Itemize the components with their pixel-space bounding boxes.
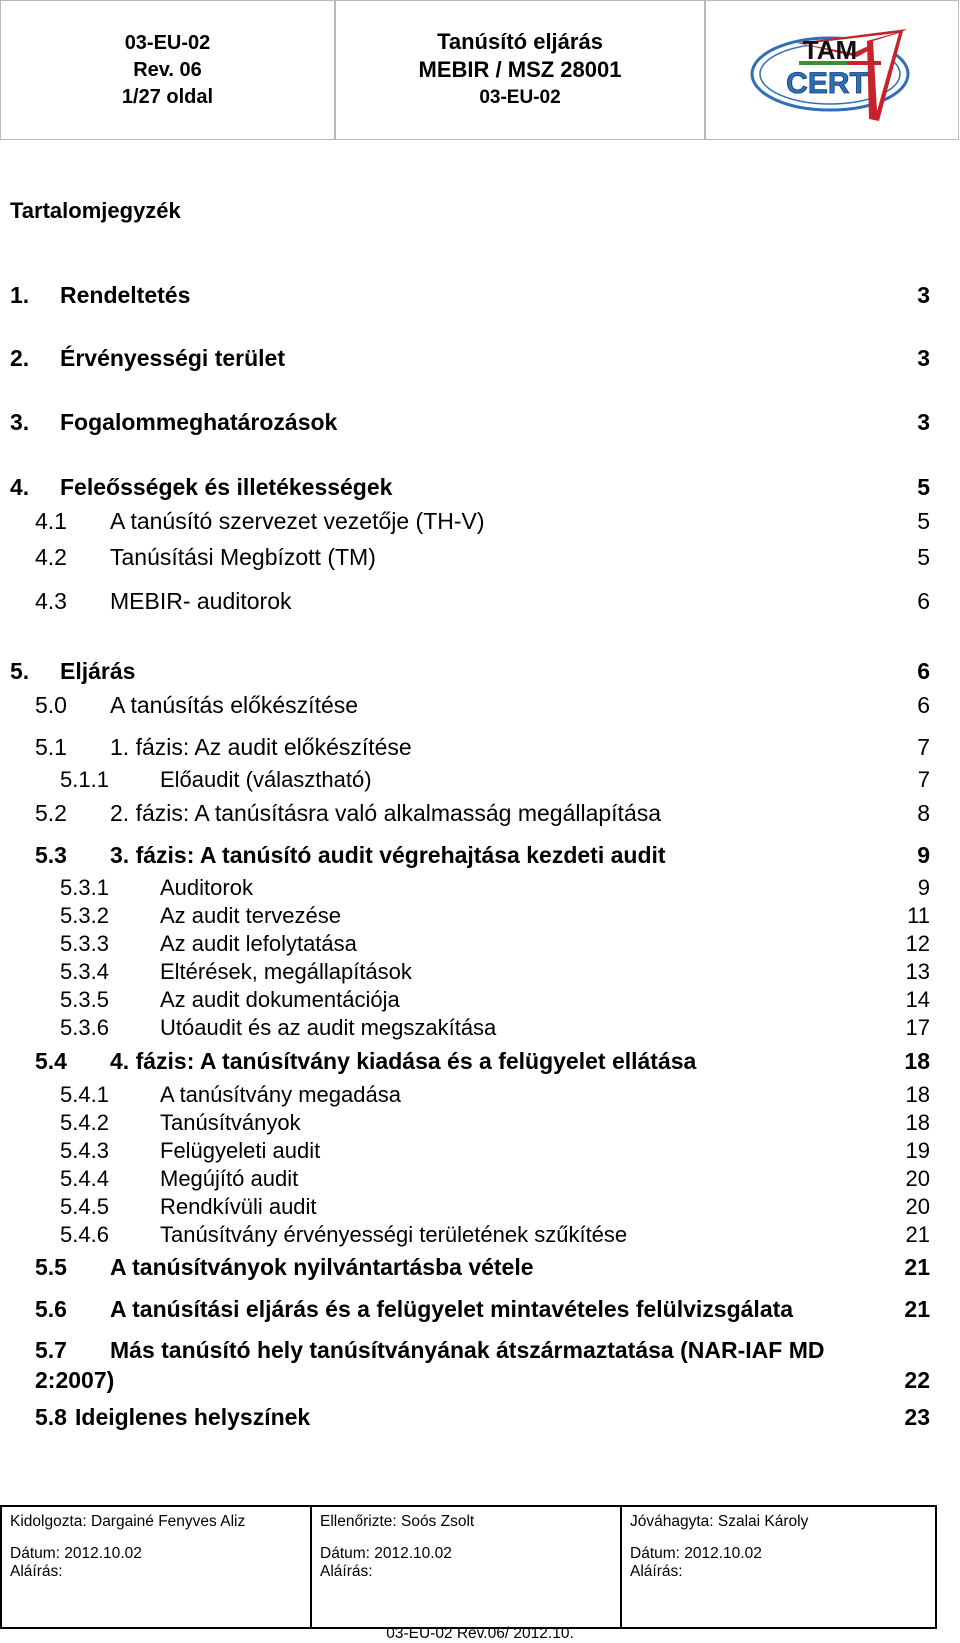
toc-page: 9	[917, 875, 930, 900]
toc-entry-5-8[interactable]	[10, 1404, 930, 1434]
checked-cell	[312, 1507, 622, 1627]
toc-page: 6	[917, 692, 930, 718]
toc-num: 2.	[10, 345, 30, 371]
toc-page: 21	[905, 1222, 930, 1247]
approved-signature-label: Aláírás:	[630, 1563, 683, 1580]
toc-page: 18	[905, 1082, 930, 1107]
toc-entry-5-3[interactable]	[10, 842, 930, 872]
toc-entry-5-5[interactable]	[10, 1254, 930, 1284]
toc-text: A tanúsító szervezet vezetője (TH-V)	[110, 508, 485, 534]
toc-text: Tanúsítási Megbízott (TM)	[110, 544, 376, 570]
toc-page: 6	[917, 588, 930, 614]
approved-cell	[622, 1507, 935, 1627]
toc-num: 1.	[10, 282, 30, 308]
toc-text: Fogalommeghatározások	[60, 409, 338, 435]
checked-signature-label: Aláírás:	[320, 1563, 373, 1580]
checked-by: Ellenőrizte: Soós Zsolt	[320, 1513, 475, 1530]
toc-entry-5-3-1[interactable]	[10, 875, 930, 905]
logo-text-bottom: CERT	[786, 67, 868, 100]
toc-page: 19	[905, 1138, 930, 1163]
toc-num: 5.6	[35, 1296, 67, 1322]
toc-entry-5-0[interactable]	[10, 692, 930, 722]
toc-page: 18	[904, 1048, 930, 1074]
toc-page: 6	[917, 658, 930, 684]
doc-id: 03-EU-02	[124, 31, 211, 54]
toc-num: 5.3.2	[60, 903, 109, 928]
toc-num: 5.8	[35, 1404, 67, 1430]
toc-entry-4-3[interactable]	[10, 588, 930, 618]
toc-page: 20	[905, 1166, 930, 1191]
prepared-date: Dátum: 2012.10.02	[10, 1545, 142, 1562]
toc-text: A tanúsítvány megadása	[160, 1082, 401, 1107]
toc-entry-5-3-4[interactable]	[10, 959, 930, 989]
toc-num: 5.2	[35, 800, 67, 826]
toc-text: A tanúsítványok nyilvántartásba vétele	[110, 1254, 534, 1280]
toc-page: 22	[904, 1367, 930, 1393]
logo-text-top: TAM	[802, 35, 858, 65]
approval-table	[0, 1505, 937, 1629]
toc-entry-5-3-5[interactable]	[10, 987, 930, 1017]
toc-page: 23	[904, 1404, 930, 1430]
toc-entry-2[interactable]	[10, 345, 930, 375]
doc-title: Tanúsító eljárás	[437, 29, 603, 54]
checked-date: Dátum: 2012.10.02	[320, 1545, 452, 1562]
toc-page: 17	[905, 1015, 930, 1040]
toc-num: 5.4.2	[60, 1110, 109, 1135]
toc-num: 5.3.1	[60, 875, 109, 900]
toc-text: Az audit lefolytatása	[160, 931, 357, 956]
toc-page: 3	[917, 282, 930, 308]
toc-entry-1[interactable]	[10, 282, 930, 312]
toc-text: Feleősségek és illetékességek	[60, 474, 393, 500]
toc-text: Rendkívüli audit	[160, 1194, 317, 1219]
toc-entry-5-3-6[interactable]	[10, 1015, 930, 1045]
toc-text: 2. fázis: A tanúsításra való alkalmasság megállapítása	[110, 800, 662, 826]
toc-text: MEBIR- auditorok	[110, 588, 292, 614]
toc-num: 5.1.1	[60, 767, 109, 792]
toc-page: 3	[917, 409, 930, 435]
toc-num: 5.4.3	[60, 1138, 109, 1163]
toc-text: A tanúsítás előkészítése	[110, 692, 359, 718]
toc-page: 8	[917, 800, 930, 826]
toc-page: 18	[905, 1110, 930, 1135]
toc-page: 14	[905, 987, 930, 1012]
toc-text: Tanúsítványok	[160, 1110, 301, 1135]
toc-num: 5.4	[35, 1048, 67, 1074]
toc-num: 5.4.4	[60, 1166, 109, 1191]
toc-text: Más tanúsító hely tanúsítványának átszármaztatása (NAR-IAF MD	[110, 1337, 825, 1363]
toc-page: 5	[917, 544, 930, 570]
toc-text: Auditorok	[160, 875, 253, 900]
toc-text: Előaudit (választható)	[160, 767, 372, 792]
toc-num: 5.3.6	[60, 1015, 109, 1040]
prepared-by: Kidolgozta: Dargainé Fenyves Aliz	[10, 1513, 246, 1530]
toc-page: 7	[917, 767, 930, 792]
toc-text: Eltérések, megállapítások	[160, 959, 412, 984]
toc-num: 5.4.5	[60, 1194, 109, 1219]
toc-text: Eljárás	[60, 658, 136, 684]
toc-num: 5.1	[35, 734, 67, 760]
page-footer-code: 03-EU-02 Rev.06/ 2012.10.	[386, 1625, 574, 1642]
toc-num: 4.3	[35, 588, 67, 614]
toc-entry-5-3-2[interactable]	[10, 903, 930, 933]
toc-entry-5[interactable]	[10, 658, 930, 688]
toc-entry-5-4-6[interactable]	[10, 1222, 930, 1252]
page-number: 1/27 oldal	[121, 85, 214, 108]
toc-entry-5-4-3[interactable]	[10, 1138, 930, 1168]
toc-num: 5.5	[35, 1254, 67, 1280]
toc-entry-5-4[interactable]	[10, 1048, 930, 1078]
toc-text: Utóaudit és az audit megszakítása	[160, 1015, 497, 1040]
doc-code: 03-EU-02	[479, 87, 561, 108]
toc-text: 1. fázis: Az audit előkészítése	[110, 734, 412, 760]
toc-entry-5-6[interactable]	[10, 1296, 930, 1326]
toc-num: 4.	[10, 474, 30, 500]
header-doc-info	[1, 1, 336, 139]
toc-num: 5.3	[35, 842, 67, 868]
toc-text: Érvényességi terület	[60, 345, 286, 371]
toc-num: 5.7	[35, 1337, 67, 1363]
toc-page: 20	[905, 1194, 930, 1219]
toc-page: 5	[917, 508, 930, 534]
toc-entry-5-4-1[interactable]	[10, 1082, 930, 1112]
toc-page: 9	[917, 842, 930, 868]
toc-text: Megújító audit	[160, 1166, 299, 1191]
toc-entry-5-7[interactable]	[10, 1337, 930, 1397]
toc-page: 5	[917, 474, 930, 500]
toc-page: 21	[904, 1296, 930, 1322]
toc-entry-4-2[interactable]	[10, 544, 930, 574]
toc-entry-4-1[interactable]	[10, 508, 930, 538]
document-header	[0, 0, 959, 140]
toc-num: 5.3.4	[60, 959, 109, 984]
toc-text: 4. fázis: A tanúsítvány kiadása és a felügyelet ellátása	[110, 1048, 697, 1074]
toc-num: 5.4.1	[60, 1082, 109, 1107]
toc-title: Tartalomjegyzék	[10, 198, 181, 223]
prepared-cell	[2, 1507, 312, 1627]
toc-num: 3.	[10, 409, 30, 435]
toc-entry-5-4-4[interactable]	[10, 1166, 930, 1196]
toc-num: 5.0	[35, 692, 67, 718]
toc-text: A tanúsítási eljárás és a felügyelet mintavételes felülvizsgálata	[110, 1296, 794, 1322]
toc-num: 5.	[10, 658, 30, 684]
header-title-block	[336, 1, 706, 139]
toc-page: 11	[907, 903, 930, 928]
toc-entry-4[interactable]	[10, 474, 930, 504]
toc-entry-5-4-5[interactable]	[10, 1194, 930, 1224]
toc-num: 4.2	[35, 544, 67, 570]
toc-text: 3. fázis: A tanúsító audit végrehajtása kezdeti audit	[110, 842, 666, 868]
toc-page: 7	[917, 734, 930, 760]
toc-entry-5-1-1[interactable]	[10, 767, 930, 797]
toc-page: 13	[905, 959, 930, 984]
toc-text: Ideiglenes helyszínek	[75, 1404, 311, 1430]
toc-entry-5-4-2[interactable]	[10, 1110, 930, 1140]
toc-page: 3	[917, 345, 930, 371]
toc-num: 5.3.5	[60, 987, 109, 1012]
toc-entry-5-2[interactable]	[10, 800, 930, 830]
toc-text: Rendeltetés	[60, 282, 191, 308]
toc-num: 4.1	[35, 508, 67, 534]
header-logo-cell	[706, 1, 958, 139]
approved-by: Jóváhagyta: Szalai Károly	[630, 1513, 809, 1530]
toc-text: Az audit dokumentációja	[160, 987, 400, 1012]
toc-entry-5-3-3[interactable]	[10, 931, 930, 961]
toc-entry-5-1[interactable]	[10, 734, 930, 764]
toc-text-continued: 2:2007)	[35, 1367, 115, 1393]
toc-text: Tanúsítvány érvényességi területének szűkítése	[160, 1222, 628, 1247]
toc-entry-3[interactable]	[10, 409, 930, 439]
toc-text: Felügyeleti audit	[160, 1138, 321, 1163]
prepared-signature-label: Aláírás:	[10, 1563, 63, 1580]
revision: Rev. 06	[133, 58, 202, 81]
toc-text: Az audit tervezése	[160, 903, 341, 928]
doc-subtitle: MEBIR / MSZ 28001	[418, 57, 622, 82]
toc-num: 5.3.3	[60, 931, 109, 956]
toc-page: 21	[904, 1254, 930, 1280]
toc-page: 12	[905, 931, 930, 956]
tamcert-logo	[747, 11, 917, 129]
approved-date: Dátum: 2012.10.02	[630, 1545, 762, 1562]
toc-num: 5.4.6	[60, 1222, 109, 1247]
